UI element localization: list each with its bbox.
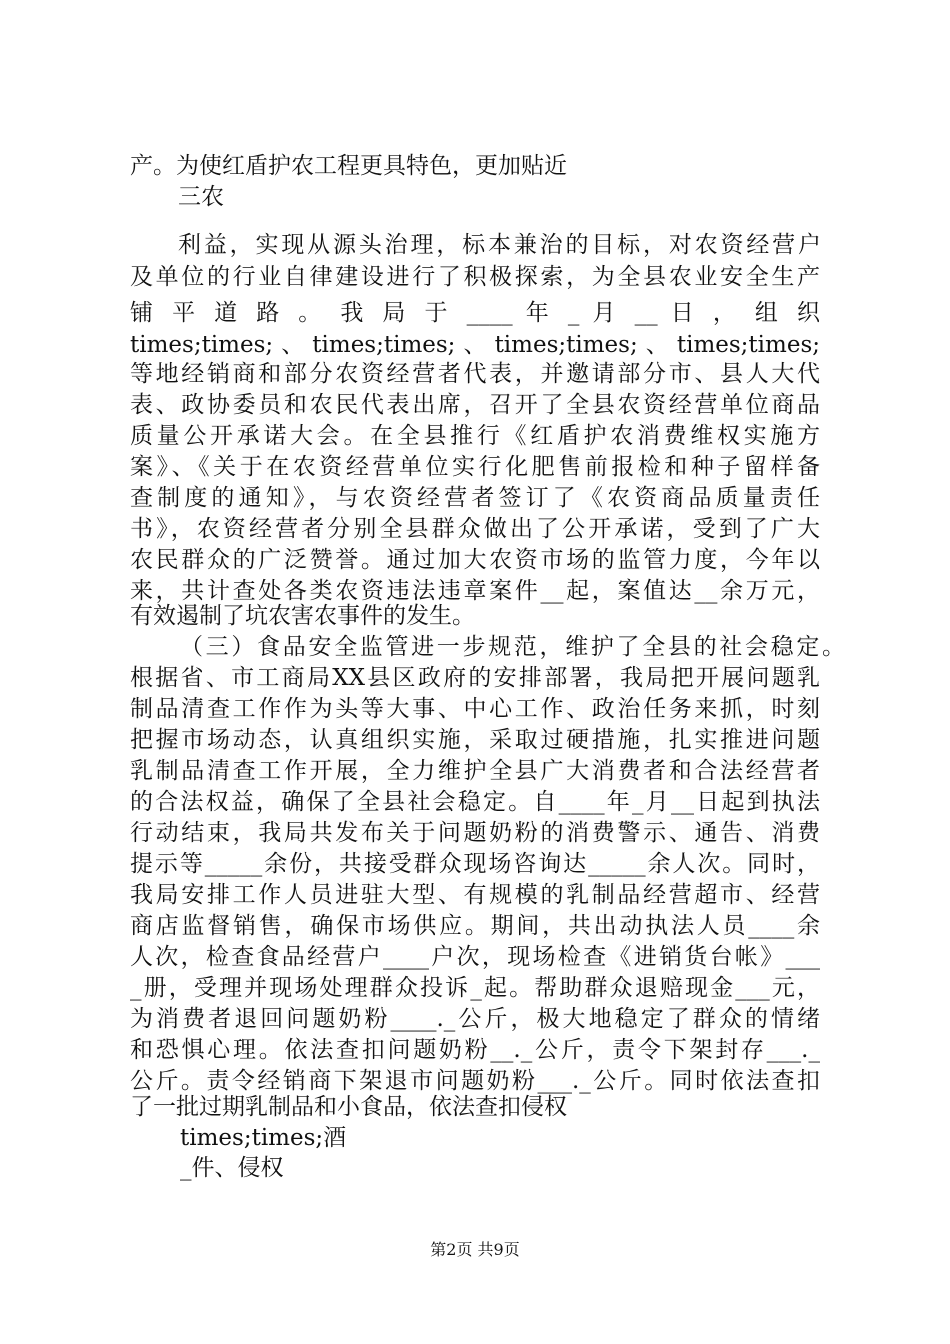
text-line: 铺 平 道 路 。 我 局 于 ____ 年 _ 月 __ 日 ， 组 织 [130,300,820,326]
text-line: 乳制品清查工作开展，全力维护全县广大消费者和合法经营者 [130,758,820,784]
text-line: 产。为使红盾护农工程更具特色，更加贴近 [130,153,567,179]
text-line: 制品清查工作作为头等大事、中心工作、政治任务来抓，时刻 [130,696,820,722]
text-line: _件、侵权 [180,1155,284,1181]
text-line: 利益，实现从源头治理，标本兼治的目标，对农资经营户 [178,232,821,258]
text-line: 根据省、市工商局XX县区政府的安排部署，我局把开展问题乳 [130,665,820,691]
text-line: 把握市场动态，认真组织实施，采取过硬措施，扎实推进问题 [130,727,820,753]
text-line: times;times;、times;times;、times;times;、times;times; [130,332,820,358]
text-line: 了一批过期乳制品和小食品，依法查扣侵权 [130,1094,567,1120]
page-footer: 第2页 共9页 [430,1240,520,1259]
text-line: 有效遏制了坑农害农事件的发生。 [130,603,475,629]
text-line: times;times;酒 [180,1125,347,1151]
text-line: 三农 [178,184,224,210]
text-line: （三）食品安全监管进一步规范，维护了全县的社会稳定。 [180,634,845,660]
text-line: _册，受理并现场处理群众投诉_起。帮助群众退赔现金___元， [130,975,820,1001]
text-line: 等地经销商和部分农资经营者代表，并邀请部分市、县人大代 [130,361,820,387]
text-line: 表、政协委员和农民代表出席，召开了全县农资经营单位商品 [130,392,820,418]
text-line: 提示等_____余份，共接受群众现场咨询达_____余人次。同时， [130,851,820,877]
text-line: 公斤。责令经销商下架退市问题奶粉___._公斤。同时依法查扣 [130,1068,820,1094]
text-line: 为消费者退回问题奶粉____._公斤，极大地稳定了群众的情绪 [130,1006,820,1032]
text-line: 书》，农资经营者分别全县群众做出了公开承诺，受到了广大 [130,516,820,542]
text-line: 及单位的行业自律建设进行了积极探索，为全县农业安全生产 [130,264,820,290]
text-line: 我局安排工作人员进驻大型、有规模的乳制品经营超市、经营 [130,882,820,908]
text-line: 的合法权益，确保了全县社会稳定。自____年_月__日起到执法 [130,789,821,815]
text-line: 查制度的通知》，与农资经营者签订了《农资商品质量责任 [130,485,820,511]
text-line: 质量公开承诺大会。在全县推行《红盾护农消费维权实施方 [130,423,820,449]
text-line: 案》、《关于在农资经营单位实行化肥售前报检和种子留样备 [130,454,820,480]
text-line: 行动结束，我局共发布关于问题奶粉的消费警示、通告、消费 [130,820,820,846]
text-line: 人次，检查食品经营户____户次，现场检查《进销货台帐》___ [130,944,820,970]
text-line: 来，共计查处各类农资违法违章案件__起，案值达__余万元， [130,578,820,604]
text-line: 商店监督销售，确保市场供应。期间，共出动执法人员____余 [130,913,820,939]
text-line: 和恐惧心理。依法查扣问题奶粉__._公斤，责令下架封存___._ [130,1037,820,1063]
text-line: 农民群众的广泛赞誉。通过加大农资市场的监管力度，今年以 [130,547,820,573]
